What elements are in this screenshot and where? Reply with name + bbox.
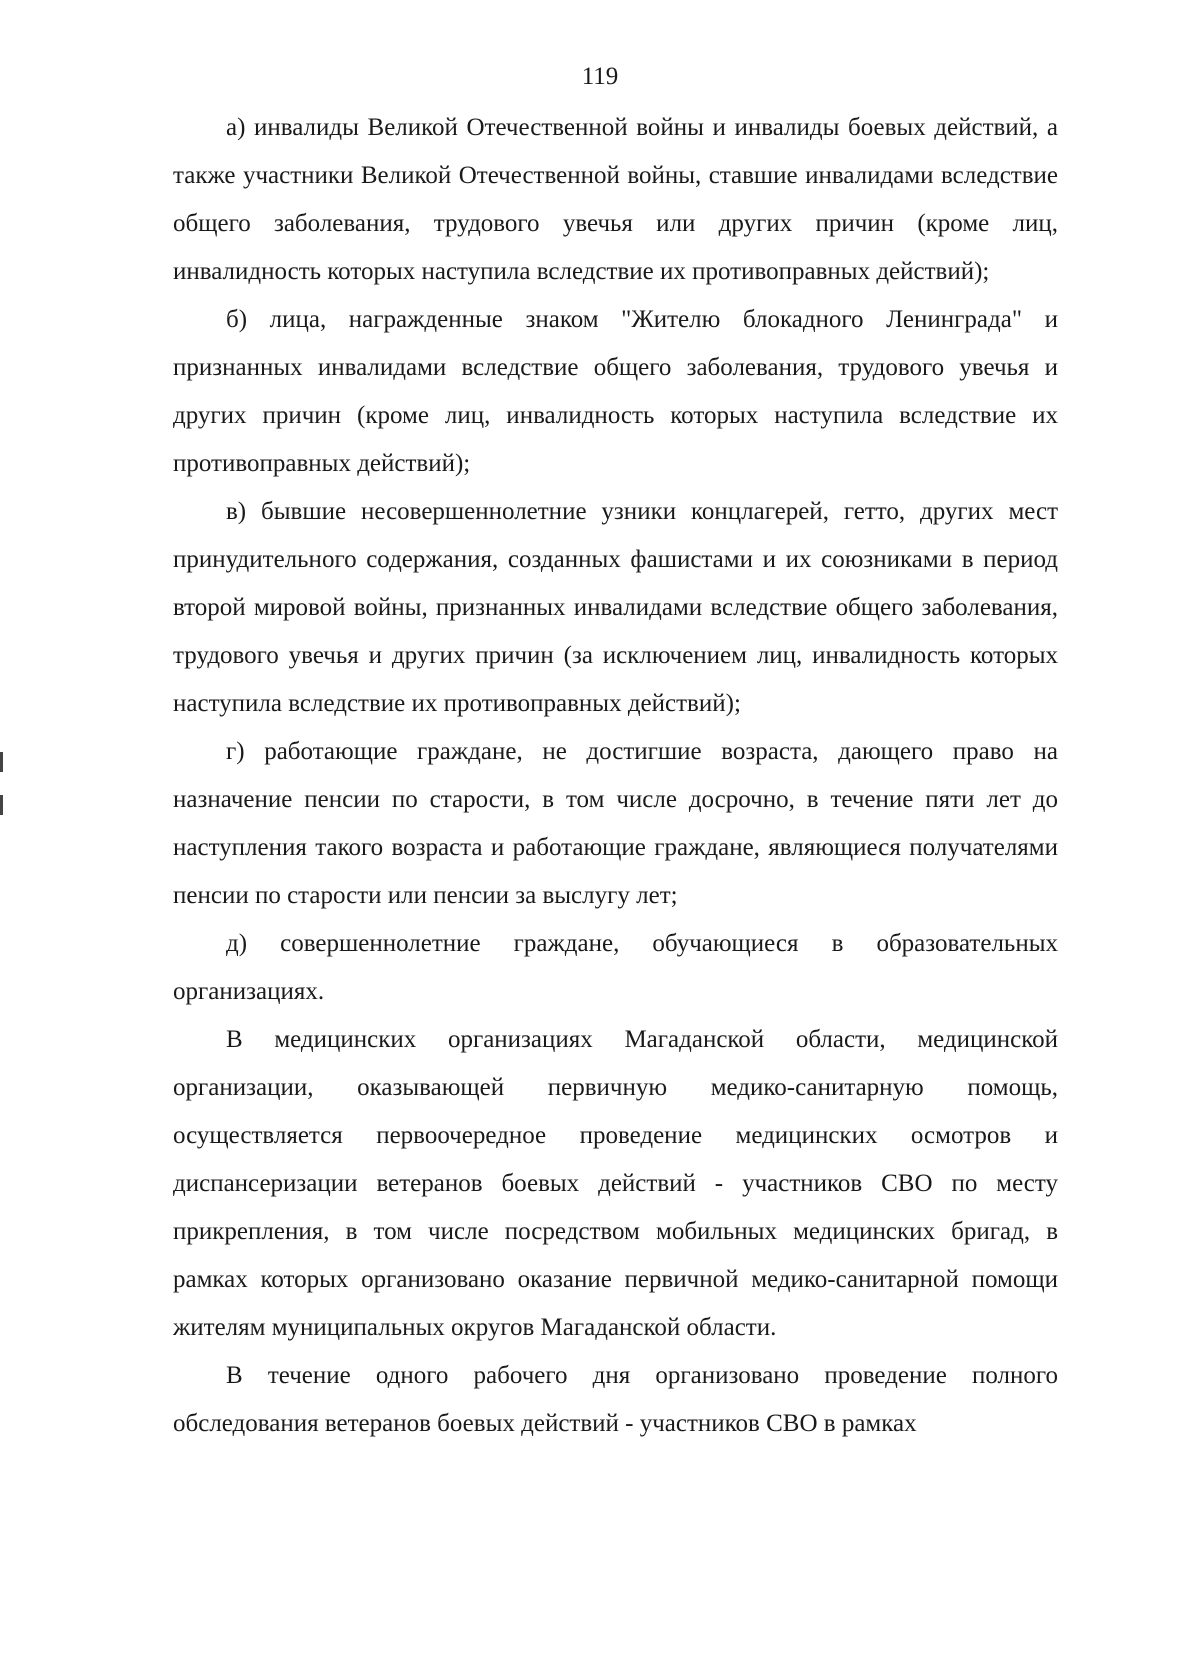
paragraph-b: б) лица, награжденные знаком "Жителю блокадного Ленинграда" и признанных инвалидами вследствие общего заболевания, трудового увечья и других причин (кроме лиц, инвалидность которых наступила вследствие их противоправных действий); [173, 306, 1058, 477]
paragraph-d: д) совершеннолетние граждане, обучающиеся в образовательных организациях. [173, 930, 1058, 1005]
page-number: 119 [581, 63, 619, 90]
document-body [173, 104, 1058, 1448]
scan-margin-mark [0, 752, 3, 772]
paragraph-one-working-day: В течение одного рабочего дня организовано проведение полного обследования ветеранов боевых действий - участников СВО в рамках [173, 1362, 1058, 1437]
scan-margin-mark [0, 795, 3, 815]
paragraph-g: г) работающие граждане, не достигшие возраста, дающего право на назначение пенсии по старости, в том числе досрочно, в течение пяти лет до наступления такого возраста и работающие граждане, являющиеся получателями пенсии по старости или пенсии за выслугу лет; [173, 738, 1058, 909]
paragraph-v: в) бывшие несовершеннолетние узники концлагерей, гетто, других мест принудительного содержания, созданных фашистами и их союзниками в период второй мировой войны, признанных инвалидами вследствие общего заболевания, трудового увечья и других причин (за исключением лиц, инвалидность которых наступила вследствие их противоправных действий); [173, 498, 1058, 717]
paragraph-medical-organizations: В медицинских организациях Магаданской области, медицинской организации, оказывающей первичную медико-санитарную помощь, осуществляется первоочередное проведение медицинских осмотров и диспансеризации ветеранов боевых действий - участников СВО по месту прикрепления, в том числе посредством мобильных медицинских бригад, в рамках которых организовано оказание первичной медико-санитарной помощи жителям муниципальных округов Магаданской области. [173, 1026, 1058, 1341]
paragraph-a: а) инвалиды Великой Отечественной войны и инвалиды боевых действий, а также участники Великой Отечественной войны, ставшие инвалидами вследствие общего заболевания, трудового увечья или других причин (кроме лиц, инвалидность которых наступила вследствие их противоправных действий); [173, 114, 1058, 285]
